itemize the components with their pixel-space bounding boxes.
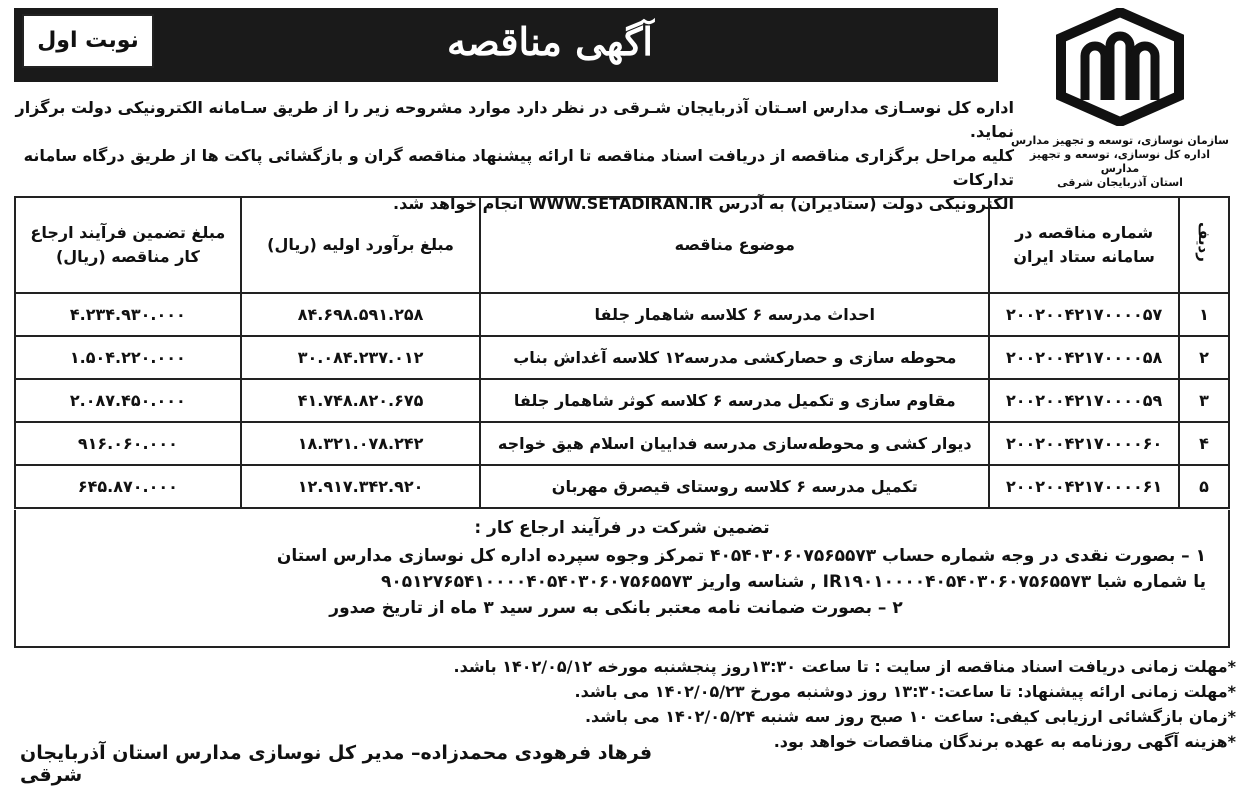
note-item: *هزینه آگهی روزنامه به عهده برندگان مناقصات خواهد بود. xyxy=(773,732,1236,751)
tenders-table xyxy=(14,196,1230,509)
signature: فرهاد فرهودی محمدزاده– مدیر کل نوسازی مدارس استان آذربایجان شرقی xyxy=(20,742,653,786)
cell-estimate: ۴۱.۷۴۸.۸۲۰.۶۷۵ xyxy=(241,379,481,422)
cell-estimate: ۱۲.۹۱۷.۳۴۲.۹۲۰ xyxy=(241,465,481,508)
intro-text: اداره کل نوسـازی مدارس اسـتان آذربایجان شـرقی در نظر دارد موارد مشروحه زیر را از طریق سـامانه الکترونیکی دولت برگزار نماید. کلیه مراحل برگزاری مناقصه از دریافت اسناد مناقصه تا ارائه پیشنهاد مناقصه گران و بازگشائی پاکت ها از طریق درگاه سامانه تدارکات الکترونیکی دولت (ستادیران) به آدرس WWW.SETADIRAN.IR انجام خواهد شد. xyxy=(15,98,1014,213)
table-row xyxy=(15,379,1229,422)
cell-guarantee: ۹۱۶.۰۶۰.۰۰۰ xyxy=(15,422,241,465)
organization-logo-icon xyxy=(1055,8,1185,126)
cell-estimate: ۱۸.۳۲۱.۰۷۸.۲۴۲ xyxy=(241,422,481,465)
cell-number: ۲۰۰۲۰۰۴۲۱۷۰۰۰۰۶۱ xyxy=(989,465,1179,508)
header-guarantee: مبلغ تضمین فرآیند ارجاع کار مناقصه (ریال) xyxy=(15,197,241,293)
cell-estimate: ۳۰.۰۸۴.۲۳۷.۰۱۲ xyxy=(241,336,481,379)
table-row xyxy=(15,422,1229,465)
note-item: *مهلت زمانی ارائه پیشنهاد: تا ساعت:۱۳:۳۰ روز دوشنبه مورخ ۱۴۰۲/۰۵/۲۳ می باشد. xyxy=(574,682,1236,701)
header-estimate: مبلغ برآورد اولیه (ریال) xyxy=(241,197,481,293)
table-header-row xyxy=(15,197,1229,293)
note-item: *مهلت زمانی دریافت اسناد مناقصه از سایت : تا ساعت ۱۳:۳۰روز پنجشنبه مورخه ۱۴۰۲/۰۵/۱۲ باشد. xyxy=(453,657,1236,676)
cell-number: ۲۰۰۲۰۰۴۲۱۷۰۰۰۰۶۰ xyxy=(989,422,1179,465)
guarantee-section xyxy=(14,510,1230,648)
guarantee-line-3: ۲ – بصورت ضمانت نامه معتبر بانکی به سرر سید ۳ ماه از تاریخ صدور xyxy=(329,598,903,618)
cell-estimate: ۸۴.۶۹۸.۵۹۱.۲۵۸ xyxy=(241,293,481,336)
cell-subject: دیوار کشی و محوطه‌سازی مدرسه فداییان اسلام هیق خواجه xyxy=(480,422,989,465)
notes-list xyxy=(20,654,1236,754)
cell-guarantee: ۴.۲۳۴.۹۳۰.۰۰۰ xyxy=(15,293,241,336)
cell-number: ۲۰۰۲۰۰۴۲۱۷۰۰۰۰۵۹ xyxy=(989,379,1179,422)
header-tender-number: شماره مناقصه در سامانه ستاد ایران xyxy=(989,197,1179,293)
table-row xyxy=(15,293,1229,336)
table-row xyxy=(15,336,1229,379)
setadiran-link[interactable]: WWW.SETADIRAN.IR xyxy=(528,194,713,213)
cell-guarantee: ۲.۰۸۷.۴۵۰.۰۰۰ xyxy=(15,379,241,422)
cell-guarantee: ۱.۵۰۴.۲۲۰.۰۰۰ xyxy=(15,336,241,379)
cell-subject: احداث مدرسه ۶ کلاسه شاهمار جلفا xyxy=(480,293,989,336)
guarantee-line-2: یا شماره شبا IR۱۹۰۱۰۰۰۰۴۰۵۴۰۳۰۶۰۷۵۶۵۵۷۳ , شناسه واریز ۹۰۵۱۲۷۶۵۴۱۰۰۰۰۴۰۵۴۰۳۰۶۰۷۵۶۵۵۷۳ xyxy=(381,572,1206,592)
cell-subject: محوطه سازی و حصارکشی مدرسه۱۲ کلاسه آغداش بناب xyxy=(480,336,989,379)
cell-row: ۴ xyxy=(1179,422,1229,465)
guarantee-line-1: ۱ – بصورت نقدی در وجه شماره حساب ۴۰۵۴۰۳۰۶۰۷۵۶۵۵۷۳ تمرکز وجوه سپرده اداره کل نوسازی مدارس استان xyxy=(276,546,1206,566)
cell-guarantee: ۶۴۵.۸۷۰.۰۰۰ xyxy=(15,465,241,508)
cell-subject: مقاوم سازی و تکمیل مدرسه ۶ کلاسه کوثر شاهمار جلفا xyxy=(480,379,989,422)
page-title: آگهی مناقصه xyxy=(447,19,653,64)
cell-row: ۱ xyxy=(1179,293,1229,336)
cell-number: ۲۰۰۲۰۰۴۲۱۷۰۰۰۰۵۸ xyxy=(989,336,1179,379)
cell-row: ۲ xyxy=(1179,336,1229,379)
cell-subject: تکمیل مدرسه ۶ کلاسه روستای قیصرق مهربان xyxy=(480,465,989,508)
header-row-number: ردیف xyxy=(1179,197,1229,293)
organization-name: سازمان نوسازی، توسعه و تجهیز مدارس اداره کل نوسازی، توسعه و تجهیز مدارس استان آذربایجان شرقی xyxy=(1011,134,1229,189)
note-item: *زمان بازگشائی ارزیابی کیفی: ساعت ۱۰ صبح روز سه شنبه ۱۴۰۲/۰۵/۲۴ می باشد. xyxy=(584,707,1236,726)
cell-row: ۵ xyxy=(1179,465,1229,508)
cell-row: ۳ xyxy=(1179,379,1229,422)
header-subject: موضوع مناقصه xyxy=(480,197,989,293)
cell-number: ۲۰۰۲۰۰۴۲۱۷۰۰۰۰۵۷ xyxy=(989,293,1179,336)
guarantee-title: تضمین شرکت در فرآیند ارجاع کار : xyxy=(474,518,770,538)
table-row xyxy=(15,465,1229,508)
round-badge: نوبت اول xyxy=(22,14,154,68)
